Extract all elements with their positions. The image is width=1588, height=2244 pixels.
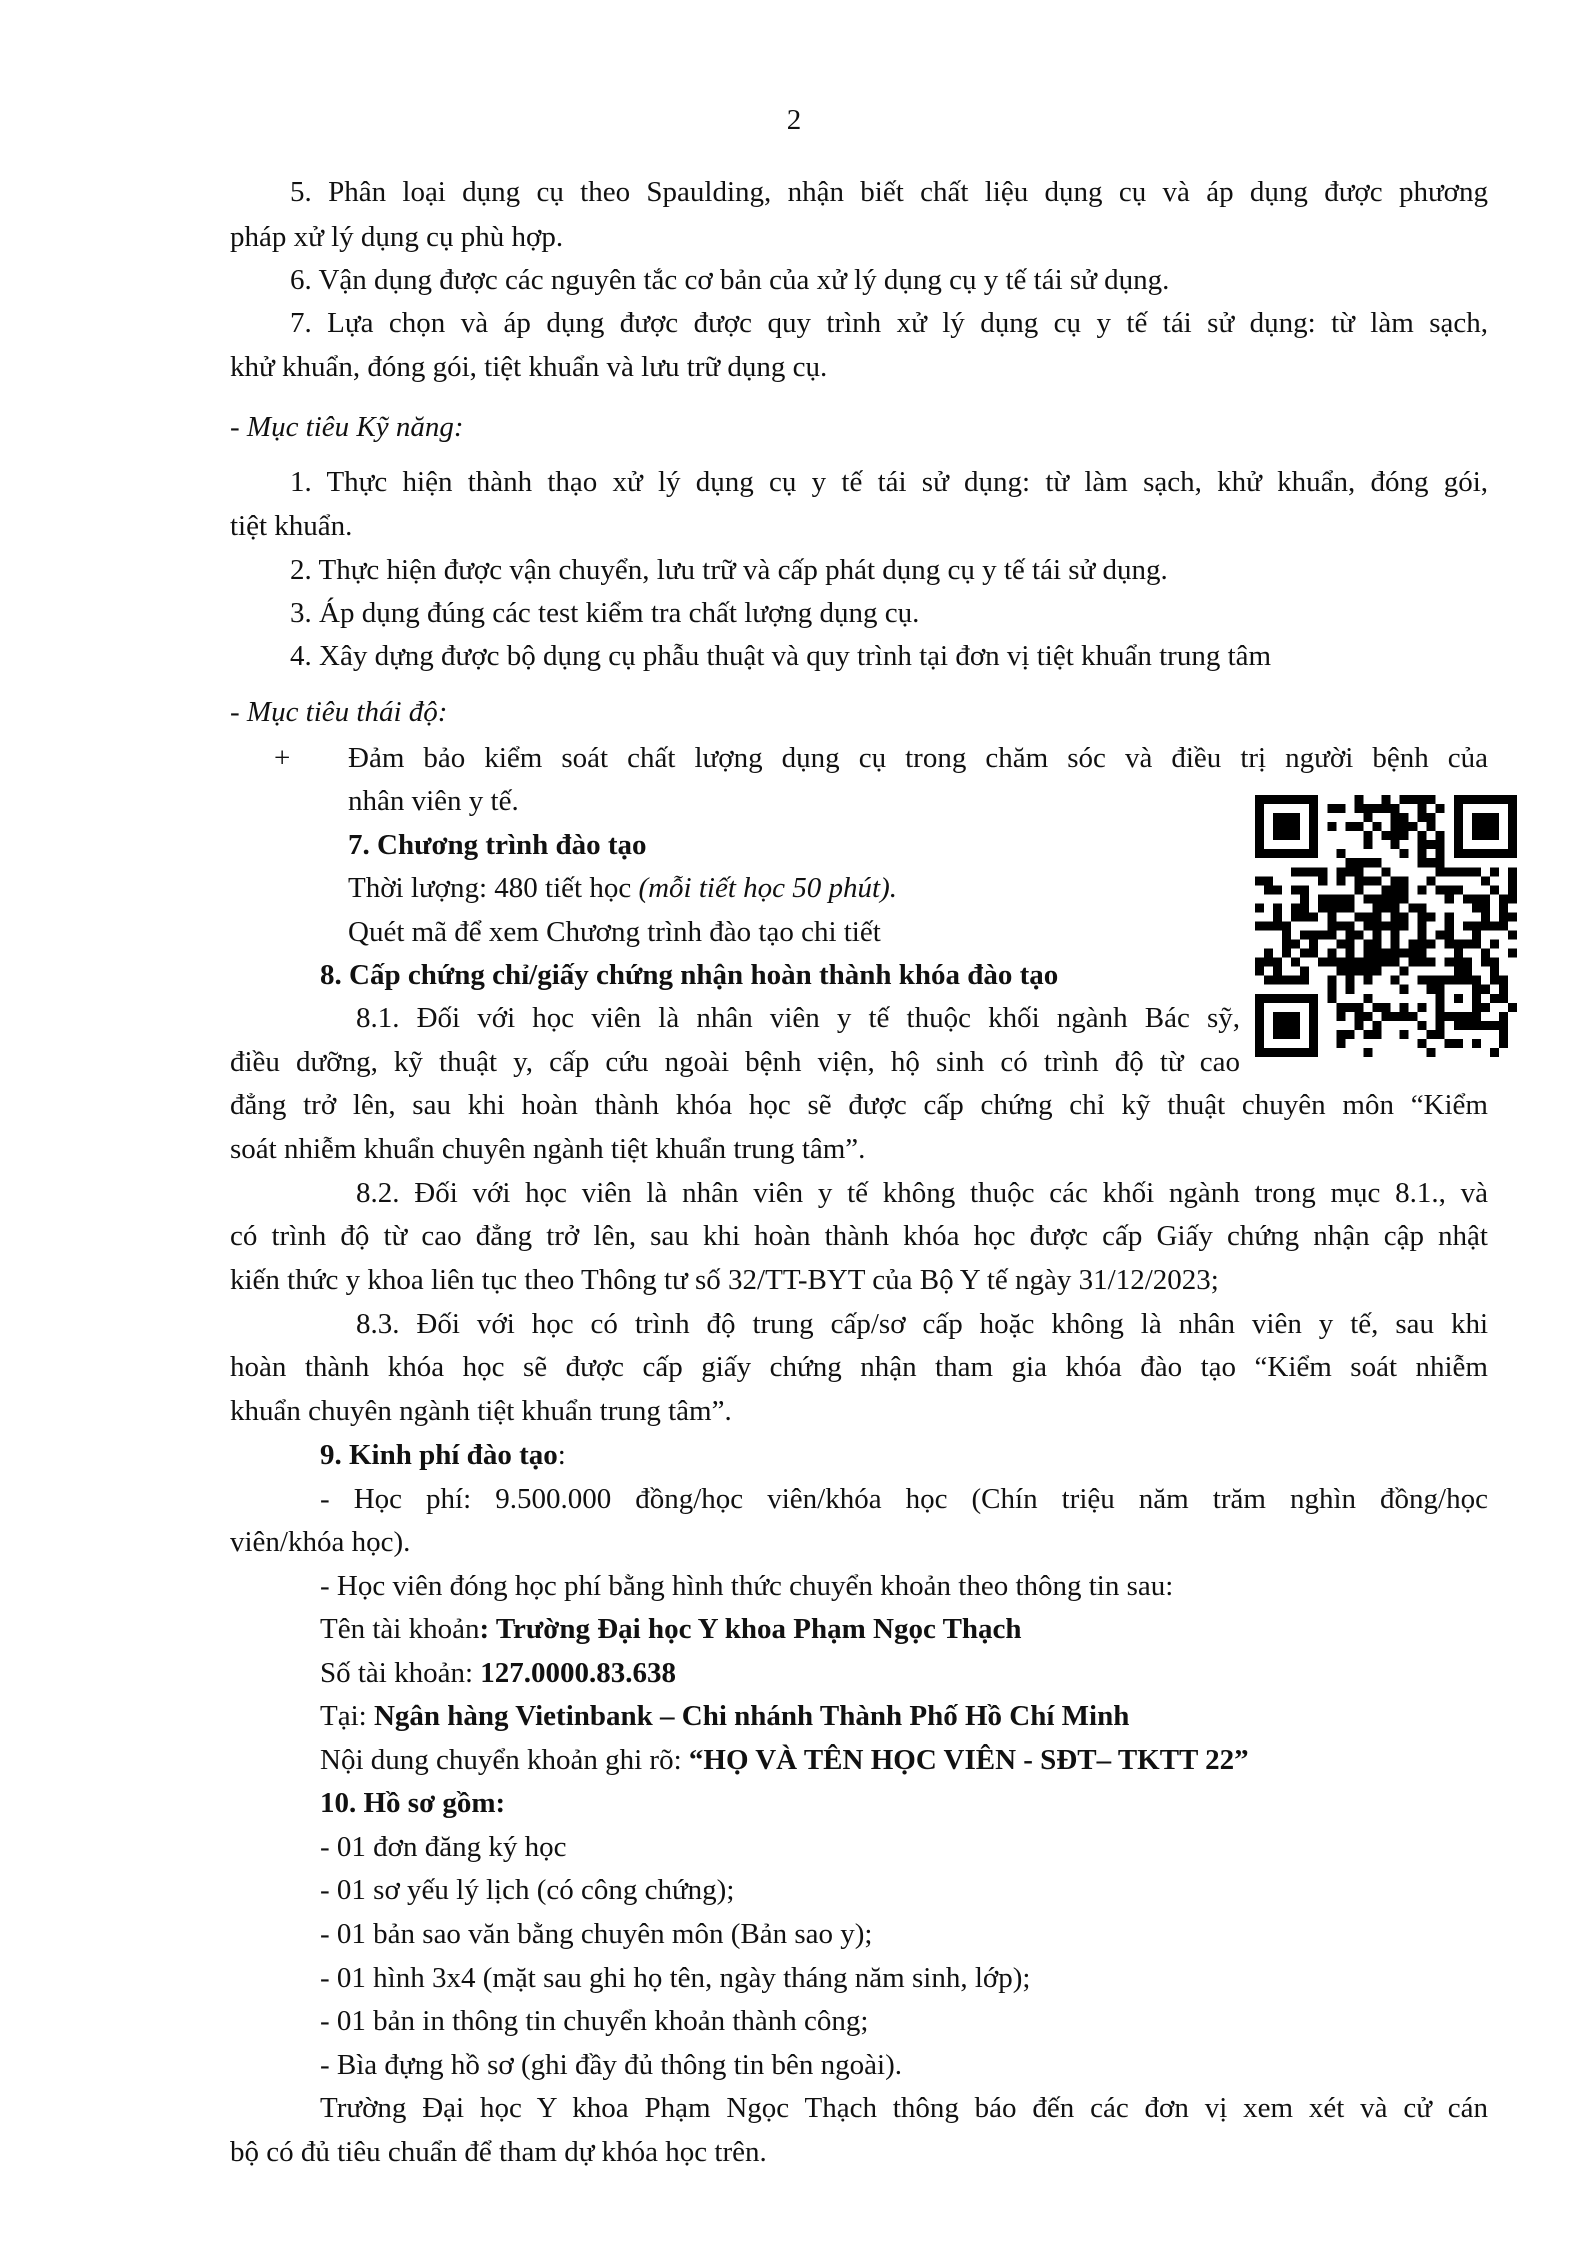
section-8-1-line-1: 8.1. Đối với học viên là nhân viên y tế thuộc khối ngành Bác sỹ, — [356, 1002, 1240, 1034]
knowledge-item-5-cont: pháp xử lý dụng cụ phù hợp. — [230, 221, 564, 253]
section-7-duration: Thời lượng: 480 tiết học (mỗi tiết học 50 phút). — [348, 872, 897, 904]
attitude-line-2: nhân viên y tế. — [348, 785, 519, 817]
closing-line-1: Trường Đại học Y khoa Phạm Ngọc Thạch thông báo đến các đơn vị xem xét và cử cán — [320, 2092, 1488, 2124]
payment-intro: - Học viên đóng học phí bằng hình thức chuyển khoản theo thông tin sau: — [320, 1570, 1174, 1602]
closing-line-2: bộ có đủ tiêu chuẩn để tham dự khóa học trên. — [230, 2136, 767, 2168]
skills-item-1-cont: tiệt khuẩn. — [230, 510, 353, 542]
section-8-2-line-1: 8.2. Đối với học viên là nhân viên y tế không thuộc các khối ngành trong mục 8.1., và — [356, 1177, 1488, 1209]
document-item-5: - 01 bản in thông tin chuyển khoản thành công; — [320, 2005, 869, 2037]
section-7-heading: 7. Chương trình đào tạo — [348, 829, 647, 861]
knowledge-item-7-cont: khử khuẩn, đóng gói, tiệt khuẩn và lưu trữ dụng cụ. — [230, 351, 828, 383]
account-number: Số tài khoản: 127.0000.83.638 — [320, 1657, 677, 1689]
qr-code-icon[interactable] — [1255, 795, 1517, 1057]
section-8-1-line-4: soát nhiễm khuẩn chuyên ngành tiệt khuẩn trung tâm”. — [230, 1133, 866, 1165]
knowledge-item-5: 5. Phân loại dụng cụ theo Spaulding, nhận biết chất liệu dụng cụ và áp dụng được phương — [290, 176, 1488, 208]
knowledge-item-6: 6. Vận dụng được các nguyên tắc cơ bản của xử lý dụng cụ y tế tái sử dụng. — [290, 264, 1170, 296]
document-item-4: - 01 hình 3x4 (mặt sau ghi họ tên, ngày tháng năm sinh, lớp); — [320, 1962, 1031, 1994]
section-7-scan-text: Quét mã để xem Chương trình đào tạo chi tiết — [348, 916, 881, 948]
fee-line-2: viên/khóa học). — [230, 1526, 411, 1558]
attitude-line-1: Đảm bảo kiểm soát chất lượng dụng cụ trong chăm sóc và điều trị người bệnh của — [348, 742, 1488, 774]
section-8-3-line-3: khuẩn chuyên ngành tiệt khuẩn trung tâm”. — [230, 1395, 732, 1427]
section-8-3-line-2: hoàn thành khóa học sẽ được cấp giấy chứng nhận tham gia khóa đào tạo “Kiểm soát nhiễm — [230, 1351, 1488, 1383]
document-item-6: - Bìa đựng hồ sơ (ghi đầy đủ thông tin bên ngoài). — [320, 2049, 902, 2081]
attitude-heading: - Mục tiêu thái độ: — [230, 696, 448, 728]
section-8-1-line-3: đẳng trở lên, sau khi hoàn thành khóa học sẽ được cấp chứng chỉ kỹ thuật chuyên môn “Kiểm — [230, 1089, 1488, 1121]
account-name: Tên tài khoản: Trường Đại học Y khoa Phạm Ngọc Thạch — [320, 1613, 1022, 1645]
bank-name: Tại: Ngân hàng Vietinbank – Chi nhánh Thành Phố Hồ Chí Minh — [320, 1700, 1130, 1732]
section-8-2-line-2: có trình độ từ cao đẳng trở lên, sau khi hoàn thành khóa học được cấp Giấy chứng nhận cập nhật — [230, 1220, 1488, 1252]
document-item-3: - 01 bản sao văn bằng chuyên môn (Bản sao y); — [320, 1918, 873, 1950]
section-8-2-line-3: kiến thức y khoa liên tục theo Thông tư số 32/TT-BYT của Bộ Y tế ngày 31/12/2023; — [230, 1264, 1219, 1296]
fee-line-1: - Học phí: 9.500.000 đồng/học viên/khóa học (Chín triệu năm trăm nghìn đồng/học — [320, 1483, 1488, 1515]
section-10-heading: 10. Hồ sơ gồm: — [320, 1787, 506, 1819]
skills-item-4: 4. Xây dựng được bộ dụng cụ phẫu thuật và quy trình tại đơn vị tiệt khuẩn trung tâm — [290, 640, 1272, 672]
section-9-heading: 9. Kinh phí đào tạo: — [320, 1439, 566, 1471]
page-number: 2 — [786, 104, 802, 136]
skills-item-1: 1. Thực hiện thành thạo xử lý dụng cụ y tế tái sử dụng: từ làm sạch, khử khuẩn, đóng gói, — [290, 466, 1488, 498]
document-item-2: - 01 sơ yếu lý lịch (có công chứng); — [320, 1874, 735, 1906]
skills-item-2: 2. Thực hiện được vận chuyển, lưu trữ và cấp phát dụng cụ y tế tái sử dụng. — [290, 554, 1168, 586]
section-8-3-line-1: 8.3. Đối với học có trình độ trung cấp/sơ cấp hoặc không là nhân viên y tế, sau khi — [356, 1308, 1488, 1340]
section-8-1-line-2: điều dưỡng, kỹ thuật y, cấp cứu ngoài bệnh viện, hộ sinh có trình độ từ cao — [230, 1046, 1240, 1078]
document-item-1: - 01 đơn đăng ký học — [320, 1831, 567, 1863]
skills-heading: - Mục tiêu Kỹ năng: — [230, 411, 464, 443]
section-8-heading: 8. Cấp chứng chỉ/giấy chứng nhận hoàn thành khóa đào tạo — [320, 959, 1059, 991]
knowledge-item-7: 7. Lựa chọn và áp dụng được được quy trình xử lý dụng cụ y tế tái sử dụng: từ làm sạch, — [290, 307, 1488, 339]
attitude-bullet: + — [274, 742, 291, 774]
skills-item-3: 3. Áp dụng đúng các test kiểm tra chất lượng dụng cụ. — [290, 597, 920, 629]
transfer-content: Nội dung chuyển khoản ghi rõ: “HỌ VÀ TÊN HỌC VIÊN - SĐT– TKTT 22” — [320, 1744, 1249, 1776]
